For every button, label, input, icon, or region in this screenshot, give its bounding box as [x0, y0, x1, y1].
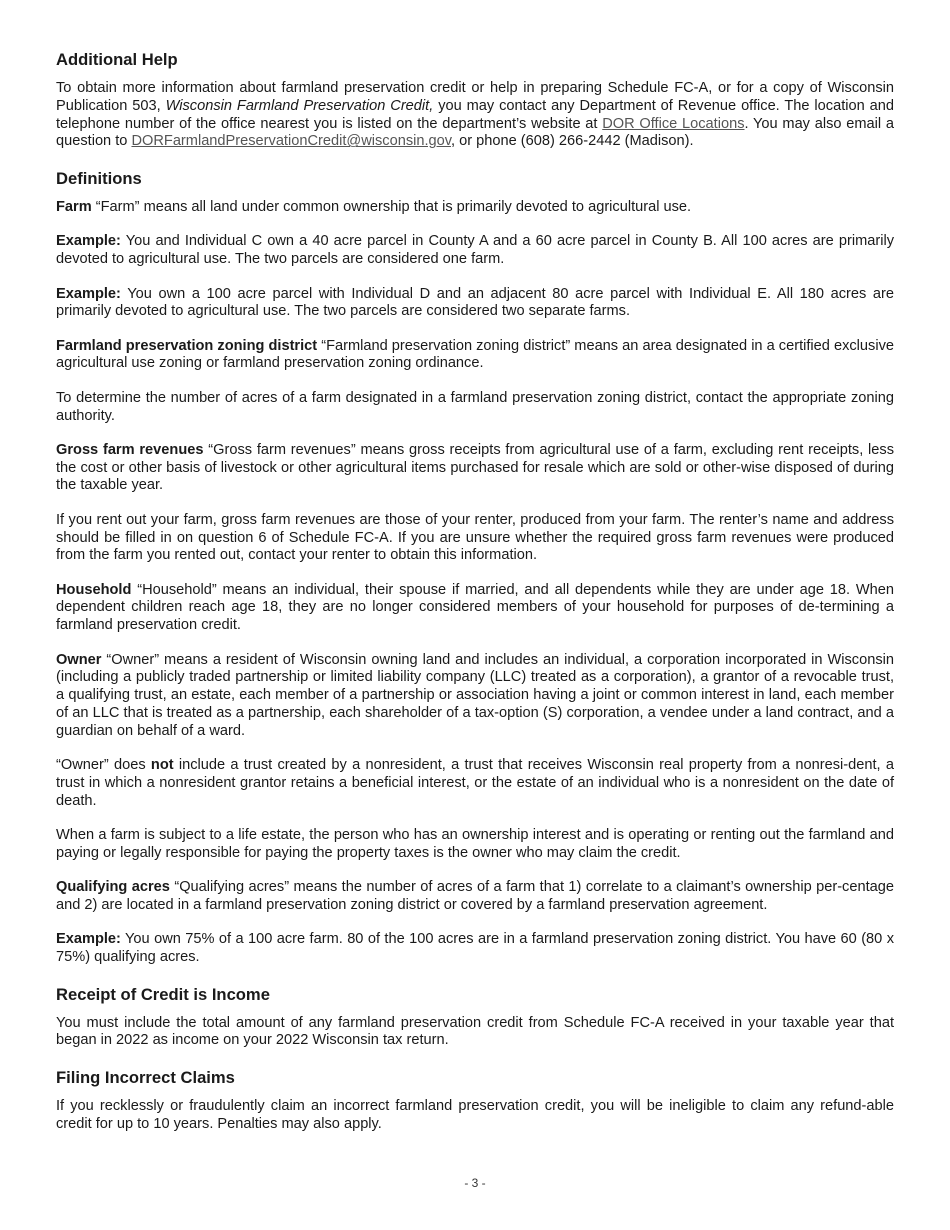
incorrect-claims-paragraph: If you recklessly or fraudulently claim an incorrect farmland preservation credit, you will be ineligible to claim any refund-able credit for up to 10 years. Penalties may also apply.: [56, 1098, 894, 1133]
fpzd-note: To determine the number of acres of a farm designated in a farmland preservation zoning district, contact the appropriate zoning authority.: [56, 389, 894, 424]
page-number: - 3 -: [464, 1176, 486, 1190]
publication-title: Wisconsin Farmland Preservation Credit,: [165, 97, 434, 114]
owner-exclusion: “Owner” does not include a trust created by a nonresident, a trust that receives Wisconsin real property from a nonresi-dent, a trust in which a nonresident grantor retains a beneficial interest, or the estate of an individual who is a nonresident on the date of death.: [56, 757, 894, 809]
incorrect-claims-section: [56, 1068, 894, 1134]
definition-term: Owner: [56, 651, 102, 668]
fpzd-definition: Farmland preservation zoning district “Farmland preservation zoning district” means an area designated in a certified exclusive agricultural use zoning or farmland preservation zoning ordinance.: [56, 337, 894, 372]
example-label: Example:: [56, 285, 121, 302]
farm-definition: Farm “Farm” means all land under common ownership that is primarily devoted to agricultural use.: [56, 199, 692, 216]
receipt-paragraph: You must include the total amount of any farmland preservation credit from Schedule FC-A received in your taxable year that began in 2022 as income on your 2022 Wisconsin tax return.: [56, 1014, 894, 1049]
receipt-heading: Receipt of Credit is Income: [56, 984, 270, 1004]
definition-term: Household: [56, 581, 132, 598]
household-definition: Household “Household” means an individual, their spouse if married, and all dependents while they are under age 18. When dependent children reach age 18, they are no longer considered members of your household for purposes of de-termining a farmland preservation credit.: [56, 581, 894, 634]
gfr-definition: Gross farm revenues “Gross farm revenues” means gross receipts from agricultural use of a farm, excluding rent receipts, less the cost or other basis of livestock or other agricultural items purchased for resale which are sold or other-wise disposed of during the taxable year.: [56, 441, 894, 494]
additional-help-section: [56, 50, 894, 151]
definition-term: Gross farm revenues: [56, 441, 204, 458]
definitions-heading: Definitions: [56, 169, 142, 189]
example-label: Example:: [56, 931, 121, 948]
receipt-section: [56, 985, 894, 1051]
additional-help-heading: Additional Help: [56, 50, 178, 69]
qualifying-acres-definition: Qualifying acres “Qualifying acres” means the number of acres of a farm that 1) correlate to a claimant’s ownership per-centage and 2) are located in a farmland preservation zoning district or covered by a farmland preservation agreement.: [56, 879, 894, 913]
dor-office-locations-link[interactable]: DOR Office Locations: [602, 115, 745, 132]
definition-term: Qualifying acres: [56, 879, 170, 895]
additional-help-paragraph: To obtain more information about farmland preservation credit or help in preparing Schedule FC-A, or for a copy of Wisconsin Publication 503, Wisconsin Farmland Preservation Credit, you may contact any Department of Revenue office. The location and telephone number of the office nearest you is listed on the department’s website at DOR Office Locations. You may also email a question to DORFarmlandPreservationCredit@wisconsin.gov, or phone (608) 266-2442 (Madison).: [56, 80, 894, 150]
example-label: Example:: [56, 233, 121, 250]
example-3: Example: You own 75% of a 100 acre farm. 80 of the 100 acres are in a farmland preservation zoning district. You have 60 (80 x 75%) qualifying acres.: [56, 931, 894, 965]
example-2: Example: You own a 100 acre parcel with Individual D and an adjacent 80 acre parcel with Individual E. All 180 acres are primarily devoted to agricultural use. The two parcels are considered two separate farms.: [56, 285, 894, 320]
definition-term: Farmland preservation zoning district: [56, 337, 318, 354]
gfr-note: If you rent out your farm, gross farm revenues are those of your renter, produced from your farm. The renter’s name and address should be filled in on question 6 of Schedule FC-A. If you are unsure whether the required gross farm revenues were produced from the farm you rented out, contact your renter to obtain this information.: [56, 511, 894, 564]
definition-term: Farm: [56, 199, 92, 216]
emphasis-not: not: [150, 757, 174, 774]
email-link[interactable]: DORFarmlandPreservationCredit@wisconsin.gov: [131, 133, 451, 150]
document-page: [56, 50, 894, 1134]
definitions-section: [56, 169, 894, 967]
owner-definition: Owner “Owner” means a resident of Wisconsin owning land and includes an individual, a corporation incorporated in Wisconsin (including a publicly traded partnership or limited liability company (LLC) treated as a corporation), a grantor of a revocable trust, a qualifying trust, an estate, each member of a partnership or association having a joint or common interest in land, each member of an LLC that is treated as a partnership, each shareholder of a tax-option (S) corporation, a vendee under a land contract, and a guardian on behalf of a ward.: [56, 651, 894, 739]
life-estate-note: When a farm is subject to a life estate, the person who has an ownership interest and is operating or renting out the farmland and paying or legally responsible for paying the property taxes is the owner who may claim the credit.: [56, 826, 894, 861]
incorrect-claims-heading: Filing Incorrect Claims: [56, 1068, 235, 1088]
example-1: Example: You and Individual C own a 40 acre parcel in County A and a 60 acre parcel in County B. All 100 acres are primarily devoted to agricultural use. The two parcels are considered one farm.: [56, 233, 894, 268]
